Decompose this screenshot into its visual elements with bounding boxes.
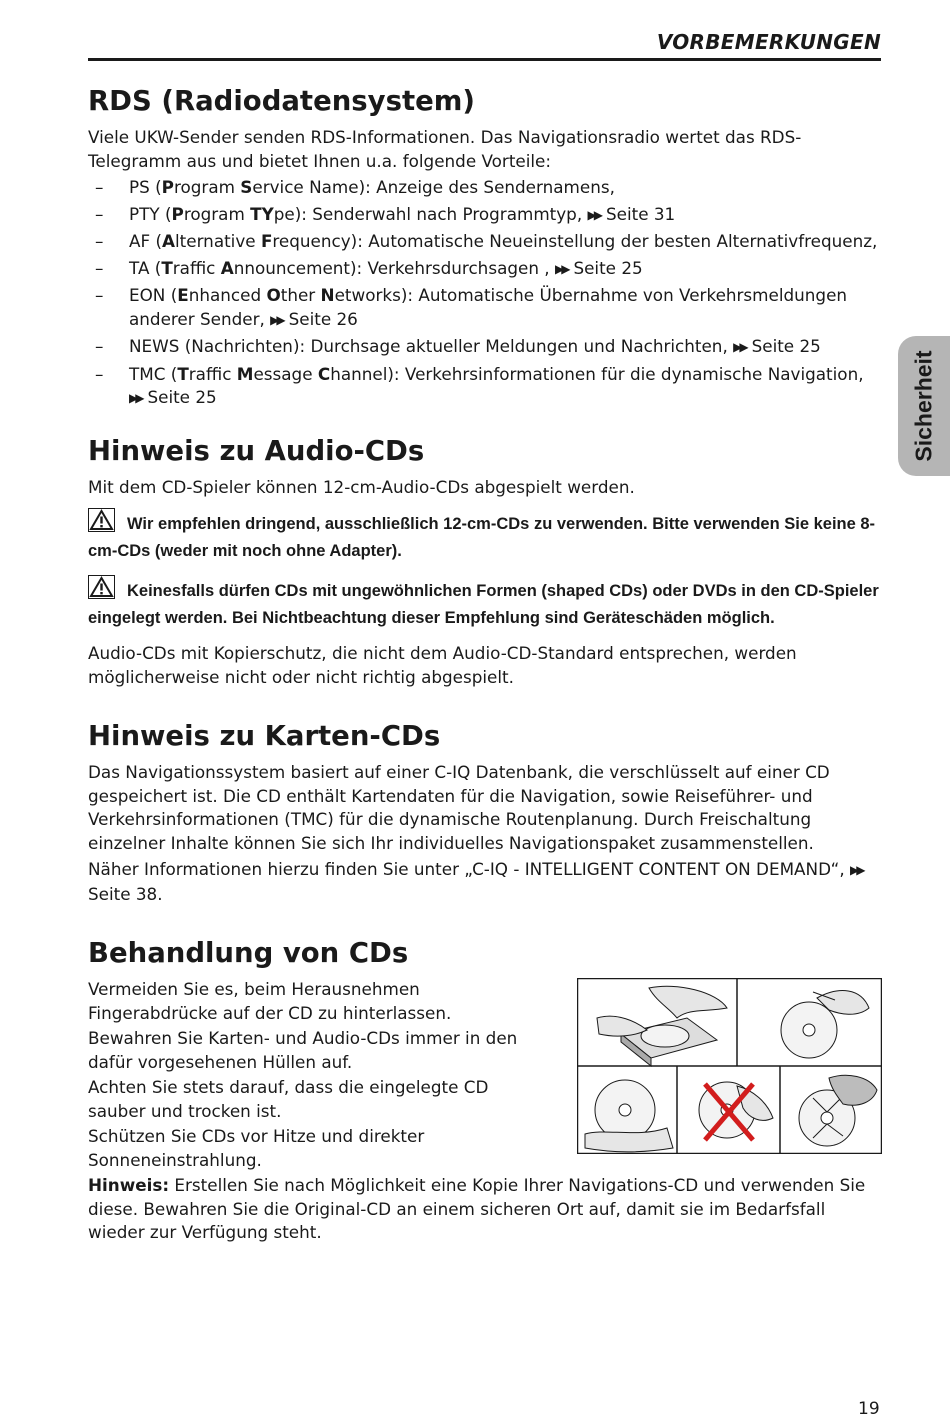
section-cd-handling: [88, 936, 881, 1245]
page-reference-arrow-icon: ▶▶: [554, 261, 568, 276]
page-reference[interactable]: Seite 25: [751, 336, 821, 356]
copy-protection-note: Audio-CDs mit Kopierschutz, die nicht dem Audio-CD-Standard entsprechen, werden möglicherweise nicht oder nicht richtig abgespielt.: [88, 643, 797, 687]
page-reference-arrow-icon: ▶▶: [587, 207, 600, 222]
cd-handling-block: [88, 978, 881, 1172]
section-rds: [88, 84, 881, 411]
rds-heading: RDS (Radiodatensystem): [88, 85, 475, 117]
warning-note: [88, 575, 881, 630]
list-item: – PTY (Program TYpe): Senderwahl nach Programmtyp, ▶▶ Seite 31: [88, 203, 881, 228]
page-reference[interactable]: Seite 38.: [88, 883, 163, 904]
cd-handling-text: [88, 978, 548, 1172]
header-title: VORBEMERKUNGEN: [656, 30, 881, 54]
note-paragraph: [88, 1174, 881, 1245]
audio-heading: Hinweis zu Audio-CDs: [88, 434, 425, 467]
audio-intro: Mit dem CD-Spieler können 12-cm-Audio-CDs abgespielt werden.: [88, 476, 635, 497]
cd-handling-illustration: [577, 978, 882, 1154]
page-reference[interactable]: Seite 25: [573, 257, 643, 278]
warning-text: Keinesfalls dürfen CDs mit ungewöhnlichen Formen (shaped CDs) oder DVDs in den CD-Spieler eingelegt werden. Bei Nichtbeachtung dieser Empfehlung sind Geräteschäden möglich.: [88, 582, 879, 627]
cd-tip: Achten Sie stets darauf, dass die eingelegte CD sauber und trocken ist.: [88, 1077, 489, 1121]
warning-triangle-icon: [88, 575, 115, 607]
karten-heading: Hinweis zu Karten-CDs: [88, 720, 441, 752]
warning-note: [88, 508, 881, 563]
cd-tip: Bewahren Sie Karten- und Audio-CDs immer in den dafür vorgesehenen Hüllen auf.: [88, 1028, 518, 1072]
list-item: – EON (Enhanced Other Networks): Automatische Übernahme von Verkehrsmeldungen anderer Sender, ▶▶ Seite 26: [88, 284, 881, 332]
warning-triangle-icon: [88, 508, 115, 540]
warning-text: Wir empfehlen dringend, ausschließlich 12-cm-CDs zu verwenden. Bitte verwenden Sie keine 8-cm-CDs (weder mit noch ohne Adapter).: [88, 515, 876, 560]
page-content: [88, 84, 881, 1248]
list-item: – NEWS (Nachrichten): Durchsage aktueller Meldungen und Nachrichten, ▶▶ Seite 25: [88, 335, 881, 360]
list-item: – AF (Alternative Frequency): Automatische Neueinstellung der besten Alternativfrequenz,: [95, 231, 878, 251]
karten-paragraph: Näher Informationen hierzu finden Sie unter „C-IQ - INTELLIGENT CONTENT ON DEMAND“, ▶▶Seite 38.: [88, 859, 863, 904]
note-label: Hinweis:: [88, 1175, 170, 1195]
page-reference[interactable]: Seite 25: [147, 387, 217, 407]
side-tab-label: Sicherheit: [910, 350, 937, 462]
page-reference[interactable]: Seite 26: [288, 308, 358, 329]
cd-tip: Vermeiden Sie es, beim Herausnehmen Fingerabdrücke auf der CD zu hinterlassen.: [88, 979, 452, 1023]
cds-heading: Behandlung von CDs: [88, 937, 409, 969]
list-item: – TA (Traffic Announcement): Verkehrsdurchsagen , ▶▶ Seite 25: [88, 257, 881, 282]
rds-feature-list: [88, 176, 881, 411]
karten-paragraph: Das Navigationssystem basiert auf einer C-IQ Datenbank, die verschlüsselt auf einer CD gespeichert ist. Die CD enthält Kartendaten für die Navigation, sowie Reiseführer- und Verkehrsinformationen (TMC) für die dynamische Routenplanung. Durch Freischaltung einzelner Inhalte können Sie sich Ihr individuelles Navigationspaket zusammenstellen.: [88, 762, 830, 853]
side-tab[interactable]: [898, 336, 950, 476]
rds-intro: Viele UKW-Sender senden RDS-Informationen. Das Navigationsradio wertet das RDS-Telegramm aus und bietet Ihnen u.a. folgende Vorteile:: [88, 127, 802, 171]
page-reference-arrow-icon: ▶▶: [733, 340, 746, 354]
cd-tip: Schützen Sie CDs vor Hitze und direkter Sonneneinstrahlung.: [88, 1126, 425, 1170]
section-map-cds: [88, 719, 881, 906]
section-audio-cds: [88, 434, 881, 690]
page-header: [88, 30, 881, 61]
list-item: – TMC (Traffic Message Channel): Verkehrsinformationen für die dynamische Navigation, ▶▶ Seite 25: [88, 363, 881, 411]
page-reference-arrow-icon: ▶▶: [850, 863, 863, 877]
page-number: 19: [858, 1399, 880, 1419]
page-reference-arrow-icon: ▶▶: [129, 391, 142, 405]
page-reference-arrow-icon: ▶▶: [270, 312, 283, 327]
list-item: – PS (Program Service Name): Anzeige des Sendernamens,: [95, 177, 615, 197]
page-reference[interactable]: Seite 31: [605, 203, 676, 224]
note-text: Erstellen Sie nach Möglichkeit eine Kopie Ihrer Navigations-CD und verwenden Sie diese. Bewahren Sie die Original-CD an einem sicheren Ort auf, damit sie im Bedarfsfall wieder zur Verfügung steht.: [88, 1175, 866, 1242]
